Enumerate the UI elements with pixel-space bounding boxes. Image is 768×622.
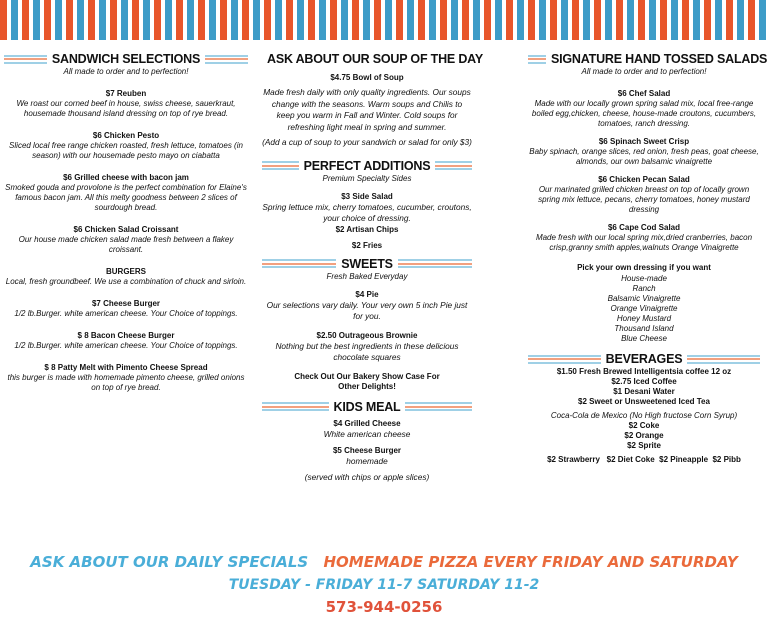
salad-name: $6 Chef Salad: [617, 89, 671, 98]
salad-desc: Made with our locally grown spring salad mix, local free-range boiled egg,chicken, cheese, house-made croutons, cucumbers, tomatoes, ranch dressing.: [531, 99, 757, 128]
side-salad-desc: Spring lettuce mix, cherry tomatoes, cucumber, croutons, your choice of dressing.: [262, 201, 472, 223]
kids-burger-name: $5 Cheese Burger: [332, 446, 402, 455]
item-name: $6 Chicken Pesto: [92, 131, 160, 140]
sandwich-column: [4, 50, 248, 393]
dressing-option: Balsamic Vinaigrette: [607, 294, 681, 303]
kids-title: KIDS MEAL: [333, 399, 401, 414]
sweets-items: [262, 290, 472, 392]
menu-item: [4, 89, 248, 119]
striped-banner: [0, 0, 768, 40]
item-desc: 1/2 lb.Burger. white american cheese. Your Choice of toppings.: [14, 341, 238, 350]
menu-item: [4, 173, 248, 213]
bev-coca-cola: Coca-Cola de Mexico (No High fructose Corn Syrup): [550, 411, 738, 420]
salads-title: SIGNATURE HAND TOSSED SALADS: [551, 52, 768, 66]
divider: [687, 355, 760, 364]
item-name: $ 8 Bacon Cheese Burger: [77, 331, 175, 340]
dressing-option: Ranch: [632, 284, 656, 293]
divider: [262, 259, 336, 268]
item-desc: this burger is made with homemade pimento cheese, grilled onions on top of rye bread.: [7, 373, 245, 392]
pie-name: $4 Pie: [355, 289, 379, 299]
kids-items: [262, 419, 472, 484]
salad-item: [528, 223, 760, 253]
phone-number[interactable]: 573-944-0256: [325, 598, 443, 616]
fries-name: $2 Fries: [351, 240, 383, 250]
item-desc: 1/2 lb.Burger. white american cheese. Your Choice of toppings.: [14, 309, 238, 318]
additions-title: PERFECT ADDITIONS: [303, 158, 431, 173]
bev-iced-coffee: $2.75 Iced Coffee: [611, 377, 677, 386]
additions-header: [262, 159, 472, 173]
salad-name: $6 Spinach Sweet Crisp: [598, 137, 690, 146]
salad-desc: Made fresh with our local spring mix,dried cranberries, bacon crisp,granny smith apples,walnuts Orange Vinaigrette: [535, 233, 753, 252]
pie-desc: Our selections vary daily. Your very own 5 inch Pie just for you.: [266, 299, 468, 321]
soup-header: [262, 52, 483, 66]
menu-item: [4, 225, 248, 255]
soup-price: $4.75 Bowl of Soup: [330, 73, 404, 82]
bev-last-row: $2 Strawberry $2 Diet Coke $2 Pineapple $2 Pibb: [547, 455, 741, 464]
kids-grilled-name: $4 Grilled Cheese: [333, 418, 401, 428]
additions-subtitle: Premium Specialty Sides: [322, 173, 412, 183]
soup-note: (Add a cup of soup to your sandwich or salad for only $3): [262, 137, 472, 147]
salad-item: [528, 175, 760, 215]
sweets-title: SWEETS: [341, 256, 393, 271]
divider: [435, 161, 472, 170]
dressing-option: Honey Mustard: [616, 314, 672, 323]
kids-served: (served with chips or apple slices): [304, 471, 430, 482]
divider: [405, 402, 472, 411]
bev-sprite: $2 Sprite: [627, 441, 661, 450]
brownie-name: $2.50 Outrageous Brownie: [316, 330, 418, 340]
dressing-option: Orange Vinaigrette: [610, 304, 678, 313]
hours: TUESDAY - FRIDAY 11-7 SATURDAY 11-2: [228, 577, 540, 593]
menu-item: [4, 267, 248, 287]
sandwich-subtitle: All made to order and to perfection!: [63, 67, 189, 76]
bev-coffee: $1.50 Fresh Brewed Intelligentsia coffee 12 oz: [556, 367, 732, 376]
item-desc: Our house made chicken salad made fresh between a flakey croissant.: [18, 235, 234, 254]
dressing-list: [528, 263, 760, 344]
item-desc: Sliced local free range chicken roasted, fresh lettuce, tomatoes (in season) with our housemade pesto mayo on ciabatta: [9, 141, 243, 160]
bev-tea: $2 Sweet or Unsweetened Iced Tea: [578, 397, 710, 406]
divider: [528, 55, 546, 64]
divider: [262, 402, 329, 411]
sweets-header: [262, 257, 472, 271]
salads-column: [528, 50, 768, 465]
beverages-header: [528, 352, 760, 366]
item-name: $7 Reuben: [105, 89, 147, 98]
salad-desc: Our marinated grilled chicken breast on top of locally grown spring mix lettuce, pecans, cherry tomatoes, honey mustard dressing: [538, 185, 750, 214]
menu-item: [4, 299, 248, 319]
salad-name: $6 Chicken Pecan Salad: [598, 175, 690, 184]
dressing-title: Pick your own dressing if you want: [577, 263, 711, 272]
sandwich-header: [4, 52, 248, 66]
beverages-title: BEVERAGES: [605, 352, 683, 366]
salad-desc: Baby spinach, orange slices, red onion, fresh peas, goat cheese, almonds, our own balsamic vinaigrette: [529, 147, 759, 166]
bev-water: $1 Desani Water: [613, 387, 675, 396]
footer-specials-line: [0, 553, 768, 571]
salads-header: [528, 52, 768, 66]
item-name: BURGERS: [105, 267, 146, 276]
divider: [205, 55, 248, 64]
soup-desc: Made fresh daily with only quality ingredients. Our soups change with the seasons. Warm soups and Chilis to keep you warm in Fall and Winter. Cold soups for refreshing light meal in spring and summer.: [263, 87, 471, 132]
brownie-desc: Nothing but the best ingredients in these delicious chocolate squares: [275, 340, 459, 362]
kids-header: [262, 400, 472, 414]
dressing-option: House-made: [621, 274, 667, 283]
salads-subtitle: All made to order and to perfection!: [581, 67, 707, 76]
salad-item: [528, 137, 760, 167]
chips-name: $2 Artisan Chips: [335, 224, 399, 234]
item-name: $7 Cheese Burger: [91, 299, 161, 308]
item-desc: Local, fresh groundbeef. We use a combination of chuck and sirloin.: [5, 277, 247, 286]
item-name: $6 Chicken Salad Croissant: [73, 225, 179, 234]
side-salad-item: [262, 192, 472, 251]
menu-item: [4, 363, 248, 393]
menu-item: [4, 131, 248, 161]
divider: [4, 55, 47, 64]
beverages-list: [528, 367, 760, 465]
bakery-note: Check Out Our Bakery Show Case For Other Delights!: [294, 371, 440, 391]
item-desc: We roast our corned beef in house, swiss cheese, sauerkraut, housemade thousand island dressing on top of rye bread.: [16, 99, 236, 118]
soup-item: [262, 73, 472, 149]
item-desc: Smoked gouda and provolone is the perfect combination for Elaine's famous bacon jam. All this melty goodness between 2 slices of sourdough bread.: [5, 183, 247, 212]
menu-item: [4, 331, 248, 351]
bev-coke: $2 Coke: [628, 421, 660, 430]
dressing-option: Blue Cheese: [621, 334, 667, 343]
divider: [398, 259, 472, 268]
middle-column: [262, 50, 483, 483]
item-name: $ 8 Patty Melt with Pimento Cheese Spread: [44, 363, 208, 372]
daily-specials: ASK ABOUT OUR DAILY SPECIALS: [30, 553, 309, 571]
kids-grilled-desc: White american cheese: [323, 428, 411, 439]
side-salad-name: $3 Side Salad: [341, 191, 393, 201]
dressing-option: Thousand Island: [614, 324, 674, 333]
divider: [528, 355, 601, 364]
salad-item: [528, 89, 760, 129]
bev-orange: $2 Orange: [624, 431, 664, 440]
soup-title: ASK ABOUT OUR SOUP OF THE DAY: [267, 52, 483, 66]
pizza-specials: HOMEMADE PIZZA EVERY FRIDAY AND SATURDAY: [323, 553, 738, 571]
sweets-subtitle: Fresh Baked Everyday: [326, 271, 408, 281]
sandwich-title: SANDWICH SELECTIONS: [51, 52, 201, 66]
item-name: $6 Grilled cheese with bacon jam: [63, 173, 189, 182]
kids-burger-desc: homemade: [346, 456, 388, 466]
divider: [262, 161, 299, 170]
salad-name: $6 Cape Cod Salad: [607, 223, 681, 232]
